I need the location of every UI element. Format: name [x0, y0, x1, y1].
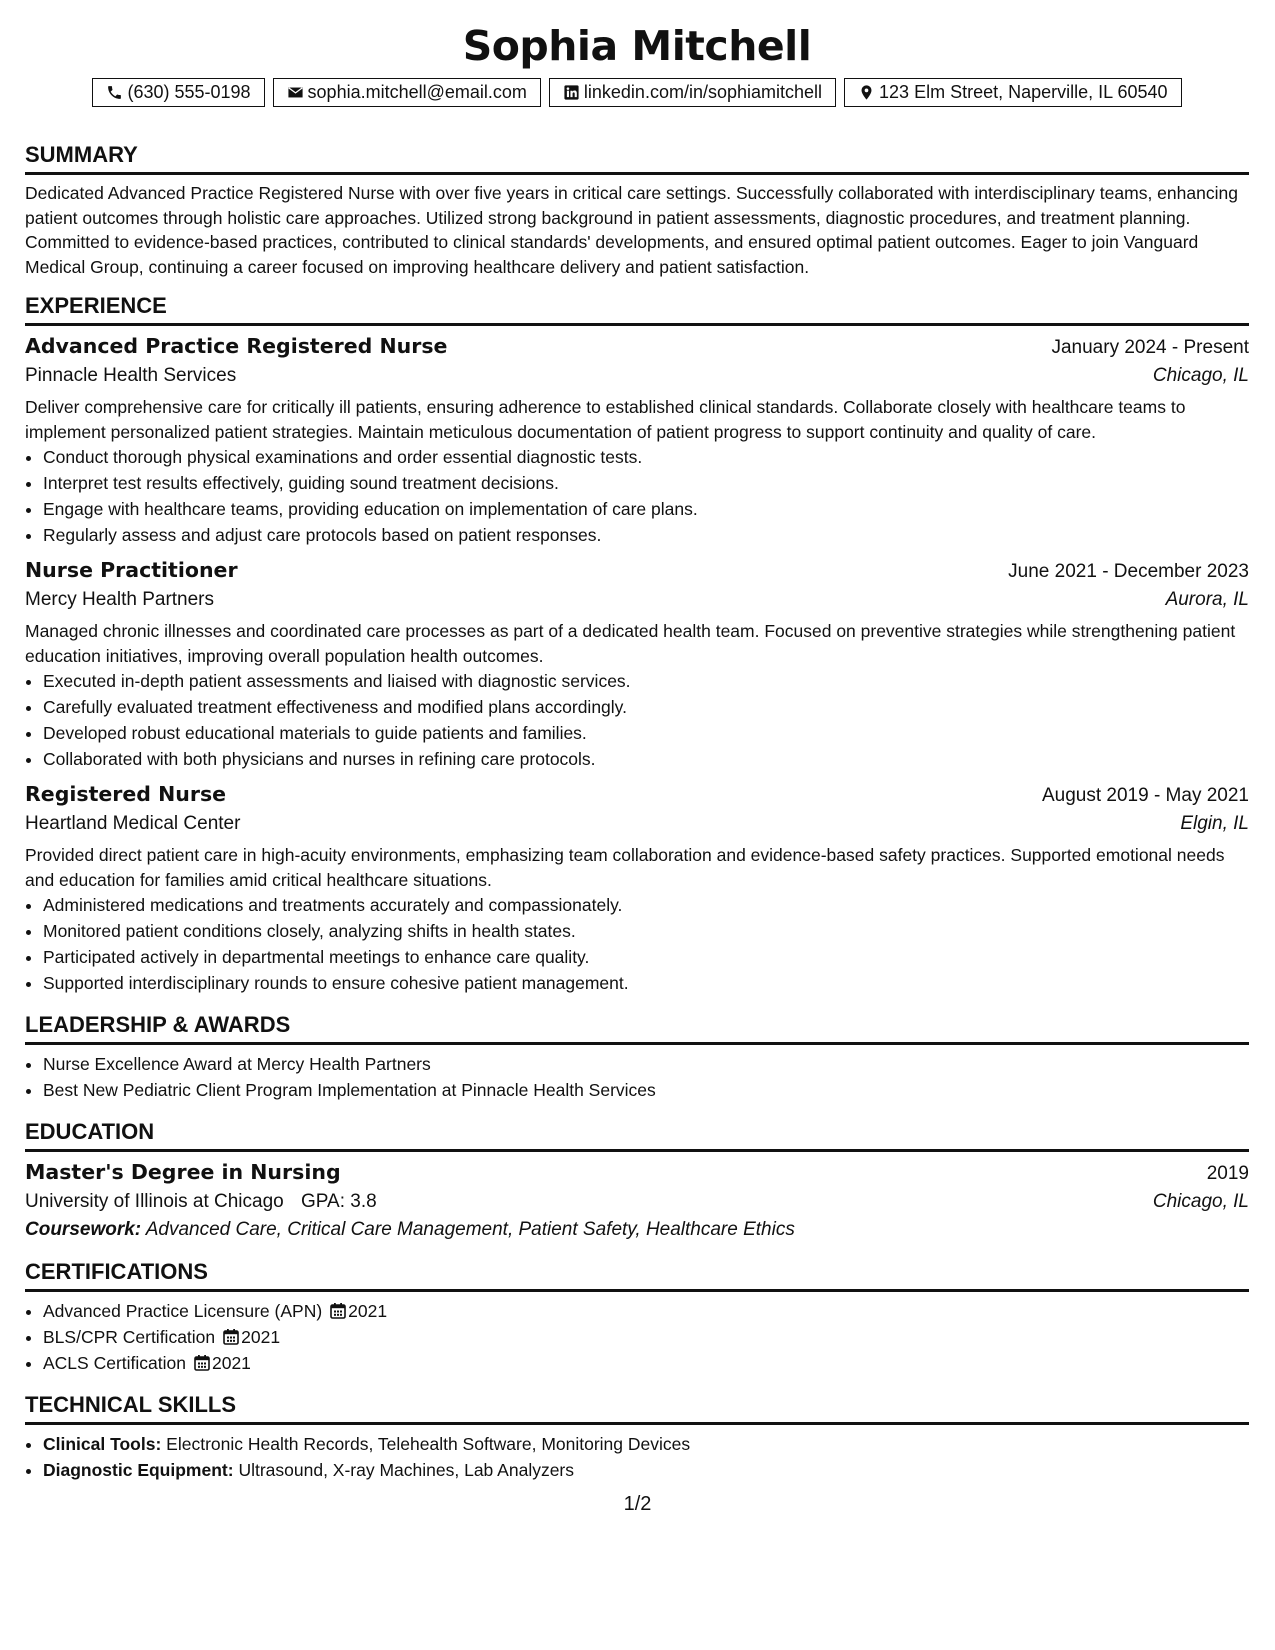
summary-section [25, 142, 1249, 279]
contact-email[interactable] [273, 78, 541, 107]
list-item: • Administered medications and treatments accurately and compassionately. [43, 892, 1249, 918]
gpa: GPA: 3.8 [301, 1191, 377, 1212]
awards-section [25, 1012, 1249, 1103]
calendar-icon [223, 1328, 239, 1345]
email-text: sophia.mitchell@email.com [307, 82, 527, 102]
skill-label: Diagnostic Equipment: [43, 1460, 234, 1480]
cert-year: 2021 [211, 1353, 251, 1373]
section-title: TECHNICAL SKILLS [25, 1392, 1249, 1425]
job-entry [25, 334, 1249, 548]
experience-section [25, 293, 1249, 996]
skills-section [25, 1392, 1249, 1483]
job-description: Provided direct patient care in high-acuity environments, emphasizing team collaboration and evidence-based safety practices. Supported emotional needs and education for families amid critical healthcare situations. [25, 845, 1225, 890]
list-item [43, 1298, 1249, 1324]
job-location: Elgin, IL [1180, 813, 1249, 834]
certifications-section [25, 1259, 1249, 1376]
awards-list [25, 1051, 1249, 1103]
contact-phone[interactable] [92, 78, 264, 107]
job-description: Deliver comprehensive care for critically ill patients, ensuring adherence to established clinical standards. Collaborate closely with healthcare teams to implement personalized patient strategies. Maintain meticulous documentation of patient progress to support continuity and quality of care. [25, 397, 1186, 442]
section-title: EXPERIENCE [25, 293, 1249, 326]
contact-address [844, 78, 1182, 107]
list-item [43, 1431, 1249, 1457]
job-bullets [25, 668, 1249, 772]
list-item [43, 1457, 1249, 1483]
list-item: • Executed in-depth patient assessments and liaised with diagnostic services. [43, 668, 1249, 694]
list-item [43, 1350, 1249, 1376]
cert-name: Advanced Practice Licensure (APN) [43, 1301, 323, 1321]
calendar-icon [330, 1302, 346, 1319]
job-entry [25, 782, 1249, 996]
education-section [25, 1119, 1249, 1241]
coursework [25, 1219, 1249, 1241]
job-location: Aurora, IL [1165, 589, 1249, 610]
summary-text: Dedicated Advanced Practice Registered Nurse with over five years in critical care settings. Successfully collaborated with interdisciplinary teams, enhancing patient outcomes through holistic care approaches. Utilized strong background in patient assessments, diagnostic procedures, and treatment planning. Committed to evidence-based practices, contributed to clinical standards' developments, and ensured optimal patient outcomes. Eager to join Vanguard Medical Group, continuing a career focused on improving healthcare delivery and patient satisfaction. [25, 183, 1238, 277]
coursework-label: Coursework: [25, 1219, 142, 1240]
job-date: August 2019 - May 2021 [1041, 785, 1249, 806]
job-title: Nurse Practitioner [25, 558, 238, 582]
job-date: January 2024 - Present [1051, 337, 1249, 358]
phone-text: (630) 555-0198 [127, 82, 251, 102]
address-text: 123 Elm Street, Naperville, IL 60540 [879, 82, 1168, 102]
list-item: • Best New Pediatric Client Program Implementation at Pinnacle Health Services [43, 1077, 1249, 1103]
job-bullets [25, 892, 1249, 996]
cert-year: 2021 [348, 1301, 388, 1321]
candidate-name: Sophia Mitchell [462, 22, 812, 70]
cert-name: BLS/CPR Certification [43, 1327, 216, 1347]
skill-label: Clinical Tools: [43, 1434, 162, 1454]
list-item [43, 1324, 1249, 1350]
phone-icon [106, 84, 123, 101]
skill-value: Electronic Health Records, Telehealth Software, Monitoring Devices [166, 1434, 691, 1454]
graduation-year: 2019 [1206, 1163, 1249, 1184]
list-item: • Developed robust educational materials to guide patients and families. [43, 720, 1249, 746]
linkedin-text: linkedin.com/in/sophiamitchell [583, 82, 823, 102]
coursework-list: Advanced Care, Critical Care Management, Patient Safety, Healthcare Ethics [145, 1219, 795, 1240]
list-item: • Monitored patient conditions closely, analyzing shifts in health states. [43, 918, 1249, 944]
list-item: • Interpret test results effectively, guiding sound treatment decisions. [43, 470, 1249, 496]
job-title: Registered Nurse [25, 782, 227, 806]
linkedin-icon [563, 84, 580, 101]
school-name: University of Illinois at Chicago [25, 1191, 284, 1212]
job-bullets [25, 444, 1249, 548]
list-item: • Carefully evaluated treatment effectiveness and modified plans accordingly. [43, 694, 1249, 720]
section-title: EDUCATION [25, 1119, 1249, 1152]
list-item: • Engage with healthcare teams, providing education on implementation of care plans. [43, 496, 1249, 522]
calendar-icon [194, 1354, 210, 1371]
list-item: • Collaborated with both physicians and nurses in refining care protocols. [43, 746, 1249, 772]
section-title: SUMMARY [25, 142, 1249, 175]
contact-linkedin[interactable] [549, 78, 836, 107]
resume-page [25, 18, 1249, 1483]
job-entry [25, 558, 1249, 772]
skill-value: Ultrasound, X-ray Machines, Lab Analyzers [238, 1460, 575, 1480]
envelope-icon [287, 84, 304, 101]
job-location: Chicago, IL [1152, 365, 1249, 386]
section-title: CERTIFICATIONS [25, 1259, 1249, 1292]
contact-bar [25, 78, 1249, 107]
school-location: Chicago, IL [1152, 1191, 1249, 1212]
company-name: Heartland Medical Center [25, 813, 241, 834]
company-name: Pinnacle Health Services [25, 365, 237, 386]
section-title: LEADERSHIP & AWARDS [25, 1012, 1249, 1045]
job-description: Managed chronic illnesses and coordinated care processes as part of a dedicated health team. Focused on preventive strategies while strengthening patient education initiatives, improving overall population health outcomes. [25, 621, 1236, 666]
list-item: • Supported interdisciplinary rounds to ensure cohesive patient management. [43, 970, 1249, 996]
degree-name: Master's Degree in Nursing [25, 1160, 341, 1184]
skills-list [25, 1431, 1249, 1483]
job-date: June 2021 - December 2023 [1008, 561, 1249, 582]
certifications-list [25, 1298, 1249, 1376]
cert-year: 2021 [241, 1327, 281, 1347]
list-item: • Conduct thorough physical examinations and order essential diagnostic tests. [43, 444, 1249, 470]
list-item: • Regularly assess and adjust care protocols based on patient responses. [43, 522, 1249, 548]
company-name: Mercy Health Partners [25, 589, 215, 610]
job-title: Advanced Practice Registered Nurse [25, 334, 448, 358]
page-number: 1/2 [623, 1493, 652, 1515]
map-pin-icon [858, 84, 875, 101]
list-item: • Nurse Excellence Award at Mercy Health Partners [43, 1051, 1249, 1077]
list-item: • Participated actively in departmental meetings to enhance care quality. [43, 944, 1249, 970]
cert-name: ACLS Certification [43, 1353, 186, 1373]
